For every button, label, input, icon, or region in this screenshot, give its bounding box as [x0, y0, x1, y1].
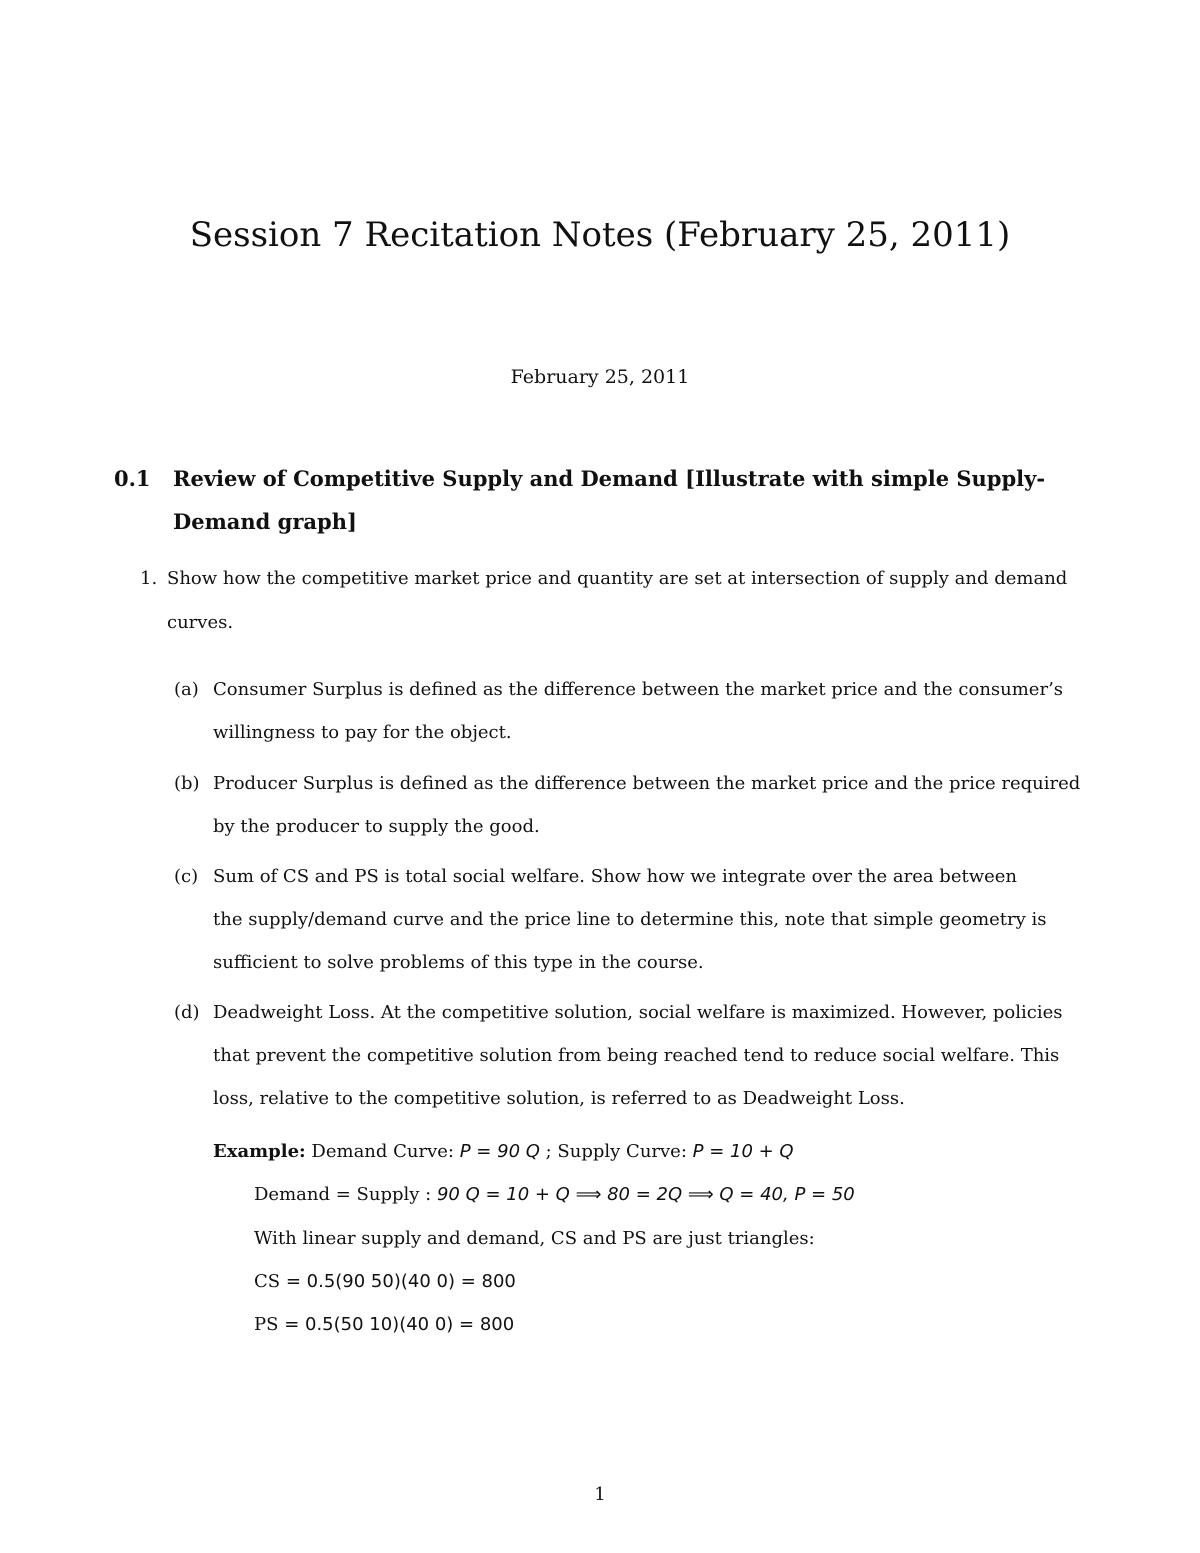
- demand-equation: P = 90 Q: [459, 1141, 540, 1162]
- linear-note: With linear supply and demand, CS and PS are just triangles:: [254, 1228, 815, 1249]
- supply-equation: P = 10 + Q: [692, 1141, 794, 1162]
- cs-label: CS: [254, 1271, 281, 1292]
- cs-equation: = 0.5(90 50)(40 0) = 800: [285, 1271, 516, 1292]
- equilibrium-line: [254, 1184, 855, 1205]
- document-date: February 25, 2011: [510, 366, 690, 388]
- item-1-line-2: curves.: [167, 612, 234, 633]
- example-label: Example:: [213, 1141, 306, 1162]
- ps-label: PS: [254, 1314, 279, 1335]
- subitem-d-line-1: Deadweight Loss. At the competitive solution, social welfare is maximized. However, policies: [213, 1002, 1063, 1023]
- subitem-a-line-2: willingness to pay for the object.: [213, 722, 512, 743]
- subitem-marker-c: (c): [174, 866, 199, 887]
- subitem-c-line-1: Sum of CS and PS is total social welfare. Show how we integrate over the area between: [213, 866, 1018, 887]
- cs-line: [254, 1271, 516, 1292]
- subitem-a-line-1: Consumer Surplus is defined as the difference between the market price and the consumer’s: [213, 679, 1064, 700]
- subitem-marker-b: (b): [174, 773, 200, 794]
- equate-label: Demand = Supply :: [254, 1184, 437, 1205]
- section-title-line-2: Demand graph]: [173, 509, 357, 534]
- example-line: [213, 1141, 794, 1162]
- subitem-b-line-2: by the producer to supply the good.: [213, 816, 540, 837]
- subitem-c-line-3: sufficient to solve problems of this type in the course.: [213, 952, 704, 973]
- subitem-d-line-2: that prevent the competitive solution from being reached tend to reduce social welfare. This: [213, 1045, 1060, 1066]
- section-number: 0.1: [114, 466, 151, 491]
- ps-equation: = 0.5(50 10)(40 0) = 800: [284, 1314, 515, 1335]
- subitem-d-line-3: loss, relative to the competitive solution, is referred to as Deadweight Loss.: [213, 1088, 905, 1109]
- subitem-marker-d: (d): [174, 1002, 200, 1023]
- ps-line: [254, 1314, 514, 1335]
- section-title-line-1: Review of Competitive Supply and Demand [Illustrate with simple Supply-: [173, 466, 1046, 491]
- supply-curve-label: ; Supply Curve:: [539, 1141, 693, 1162]
- page-title: Session 7 Recitation Notes (February 25, 2011): [189, 215, 1011, 255]
- page-number: 1: [594, 1484, 606, 1505]
- subitem-marker-a: (a): [174, 679, 199, 700]
- item-1-line-1: Show how the competitive market price and quantity are set at intersection of supply and demand: [167, 568, 1068, 589]
- demand-curve-label: Demand Curve:: [311, 1141, 454, 1162]
- subitem-c-line-2: the supply/demand curve and the price line to determine this, note that simple geometry is: [213, 909, 1047, 930]
- list-marker-1: 1.: [140, 568, 158, 589]
- subitem-b-line-1: Producer Surplus is defined as the difference between the market price and the price required: [213, 773, 1081, 794]
- equilibrium-equation: 90 Q = 10 + Q ⟹ 80 = 2Q ⟹ Q = 40, P = 50: [436, 1184, 855, 1205]
